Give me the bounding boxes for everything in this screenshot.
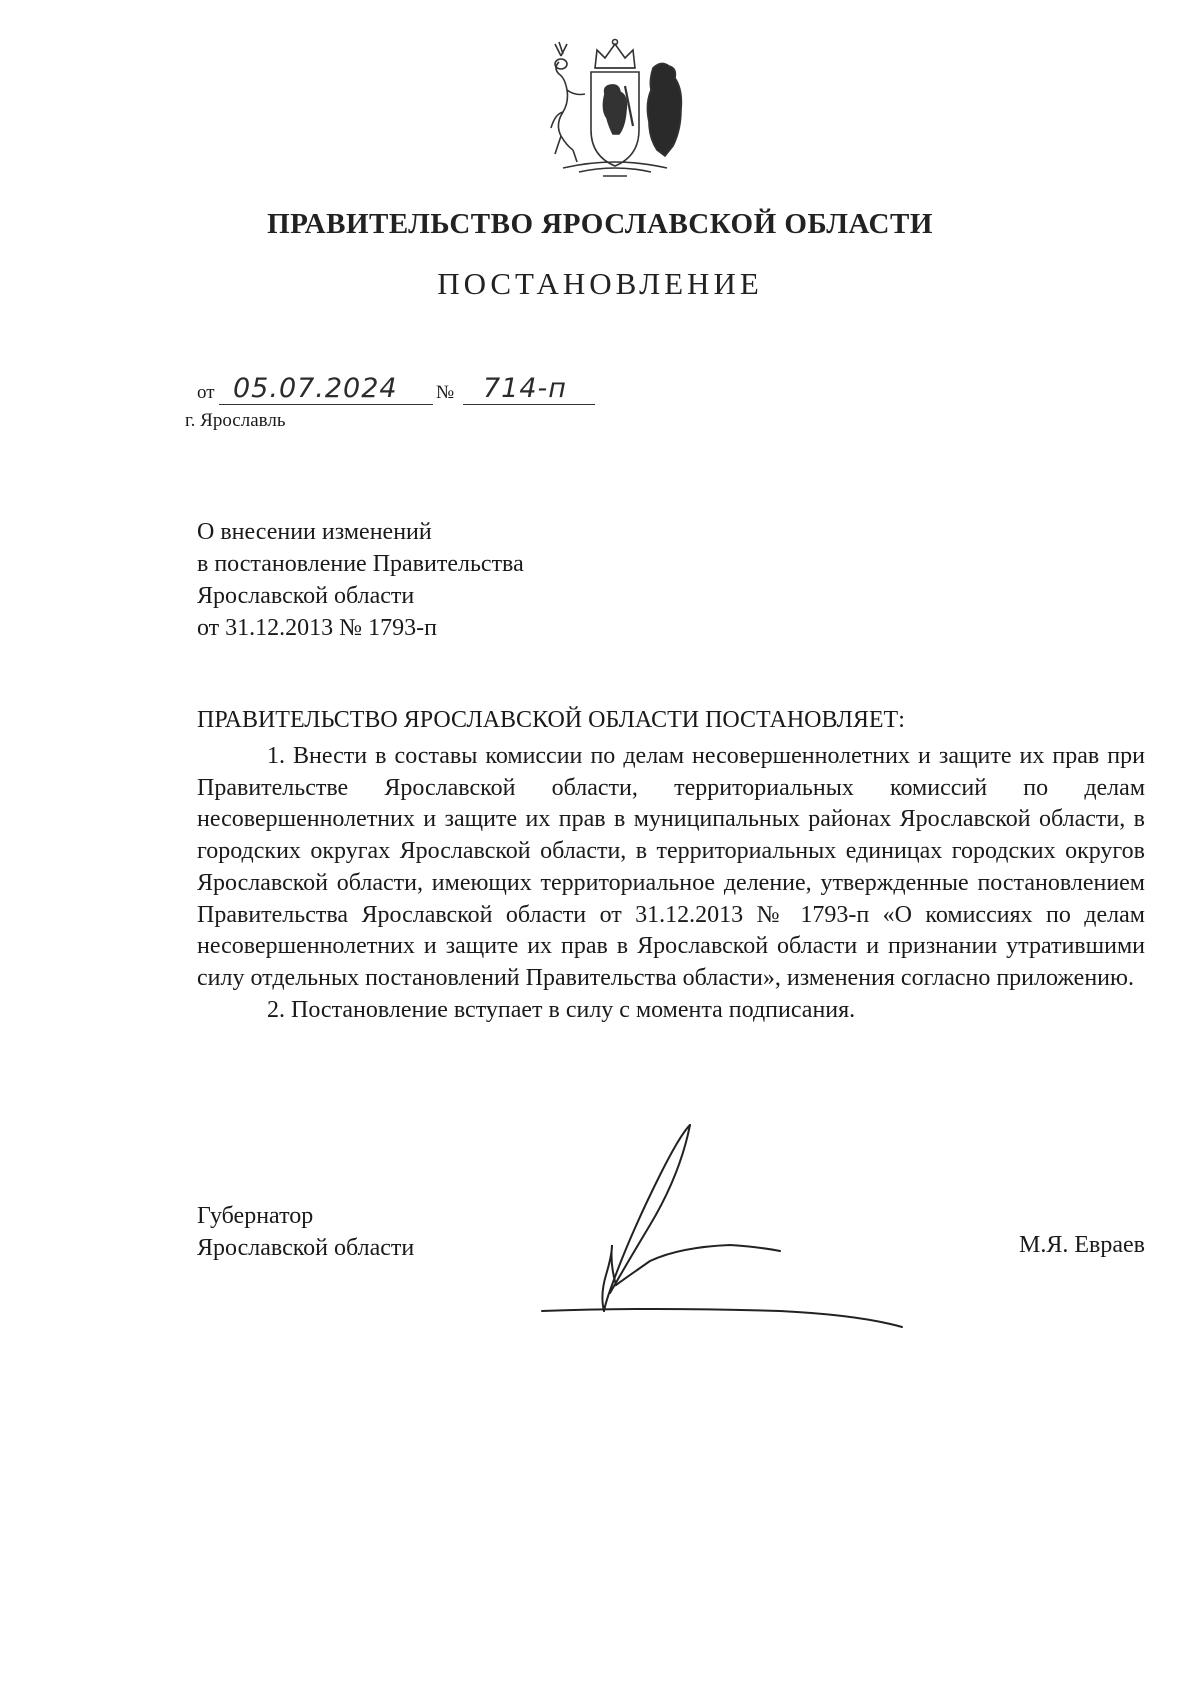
- signatory-post: [197, 1200, 414, 1264]
- signatory-post-line: Губернатор: [197, 1203, 314, 1229]
- signature-icon: [530, 1115, 950, 1335]
- signatory-name: М.Я. Евраев: [1019, 1232, 1145, 1258]
- decree-heading: ПРАВИТЕЛЬСТВО ЯРОСЛАВСКОЙ ОБЛАСТИ ПОСТАНОВЛЯЕТ:: [197, 707, 905, 733]
- number-prefix: №: [436, 382, 455, 403]
- organization-title: ПРАВИТЕЛЬСТВО ЯРОСЛАВСКОЙ ОБЛАСТИ: [267, 208, 933, 240]
- document-number: 714-п: [483, 373, 567, 404]
- document-type: ПОСТАНОВЛЕНИЕ: [437, 266, 763, 301]
- document-dateline: [197, 370, 597, 410]
- subject-line: О внесении изменений: [197, 519, 432, 545]
- date-prefix: от: [197, 382, 215, 403]
- number-underline: [463, 404, 595, 405]
- coat-of-arms-icon: [533, 38, 698, 183]
- subject-line: в постановление Правительства: [197, 551, 524, 577]
- document-date: 05.07.2024: [233, 373, 398, 404]
- document-subject: [197, 516, 524, 644]
- decree-item: 1. Внести в составы комиссии по делам несовершеннолетних и защите их прав при Правительстве Ярославской области, территориальных комиссий по делам несовершеннолетних и защите их прав в муниципальных районах Ярославской области, в городских округах Ярославской области, в территориальных единицах городских округов Ярославской области, имеющих территориальное деление, утвержденные постановлением Правительства Ярославской области от 31.12.2013 № 1793-п «О комиссиях по делам несовершеннолетних и защите их прав в Ярославской области и признании утратившими силу отдельных постановлений Правительства области», изменения согласно приложению.: [197, 743, 1145, 991]
- date-underline: [219, 404, 433, 405]
- subject-line: от 31.12.2013 № 1793-п: [197, 615, 437, 641]
- decree-item: 2. Постановление вступает в силу с момента подписания.: [267, 996, 856, 1023]
- document-city: г. Ярославль: [185, 410, 286, 431]
- signatory-post-line: Ярославской области: [197, 1235, 415, 1261]
- subject-line: Ярославской области: [197, 583, 415, 609]
- decree-body: [197, 741, 1145, 1026]
